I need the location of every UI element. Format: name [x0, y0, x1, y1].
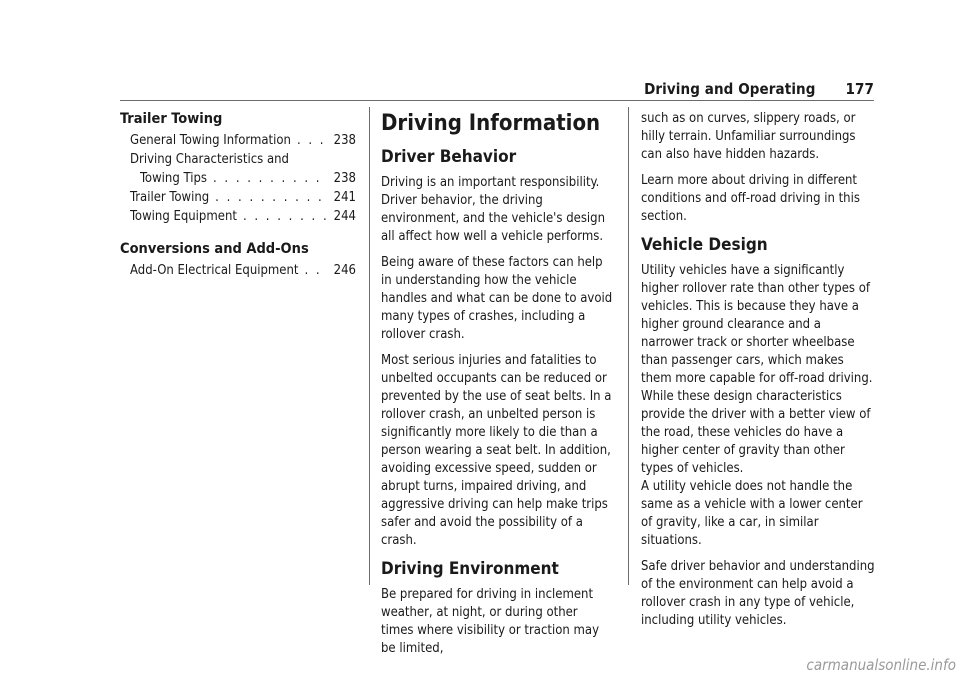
toc-leader-dots [297, 131, 328, 150]
toc-leader-dots [215, 188, 328, 207]
paragraph: A utility vehicle does not handle the same as a vehicle with a lower center of gravity, like a car, in similar situations. [641, 479, 863, 548]
watermark: carmanualsonline.info [806, 656, 956, 674]
section-title: Driving Information [381, 111, 601, 136]
toc-entry-page: 241 [333, 190, 356, 205]
toc-entry-page: 246 [333, 263, 356, 278]
toc-entry-label: Add-On Electrical Equipment [130, 263, 299, 278]
toc-heading-trailer-towing: Trailer Towing [120, 111, 223, 127]
toc-column [120, 110, 356, 280]
toc-entry-driving-characteristics[interactable]: Driving Characteristics and [130, 152, 289, 167]
toc-leader-dots [305, 261, 328, 280]
heading-driving-environment: Driving Environment [381, 559, 559, 579]
toc-entry-label: Towing Tips [140, 171, 207, 186]
paragraph-continued: such as on curves, slippery roads, or hilly terrain. Unfamiliar surroundings can also have hidden hazards. [641, 111, 856, 162]
paragraph: Driving is an important responsibility. Driver behavior, the driving environment, and the vehicle's design all affect how well a vehicle performs. [381, 175, 606, 244]
column-divider-1 [369, 107, 370, 585]
header-section-title: Driving and Operating [644, 80, 816, 98]
page-header [644, 80, 874, 98]
toc-leader-dots [213, 169, 328, 188]
main-column-right [641, 110, 875, 638]
paragraph: Being aware of these factors can help in understanding how the vehicle handles and what can be done to avoid many types of crashes, including a rollover crash. [381, 255, 613, 342]
paragraph: Learn more about driving in different conditions and off-road driving in this section. [641, 173, 860, 224]
toc-entry-general-towing[interactable] [120, 131, 356, 150]
heading-driver-behavior: Driver Behavior [381, 147, 517, 167]
toc-entry-towing-equipment[interactable] [120, 207, 356, 226]
toc-entry-add-on-electrical[interactable] [120, 261, 356, 280]
column-divider-2 [628, 107, 629, 585]
toc-entry-label: Trailer Towing [130, 190, 210, 205]
toc-entry-label: General Towing Information [130, 133, 291, 148]
main-column-left [381, 110, 613, 666]
toc-entry-page: 238 [333, 171, 356, 186]
paragraph: Utility vehicles have a significantly higher rollover rate than other types of vehicles. This is because they have a higher ground clearance and a narrower track or shorter wheelbase than passenger cars, which makes them more capable for off-road driving. While these design characteristics provide the driver with a better view of the road, these vehicles do have a higher center of gravity than other types of vehicles. [641, 263, 873, 476]
paragraph: Most serious injuries and fatalities to unbelted occupants can be reduced or prevented by the use of seat belts. In a rollover crash, an unbelted person is significantly more likely to die than a person wearing a seat belt. In addition, avoiding excessive speed, sudden or abrupt turns, impaired driving, and aggressive driving can help make trips safer and avoid the possibility of a crash. [381, 353, 612, 548]
page-number: 177 [845, 80, 874, 98]
toc-heading-conversions: Conversions and Add-Ons [120, 241, 309, 257]
toc-entry-label: Towing Equipment [130, 209, 237, 224]
toc-entry-towing-tips[interactable] [120, 169, 356, 188]
paragraph: Be prepared for driving in inclement weather, at night, or during other times where visibility or traction may be limited, [381, 587, 599, 656]
toc-entry-page: 238 [333, 133, 356, 148]
toc-entry-trailer-towing[interactable] [120, 188, 356, 207]
toc-entry-page: 244 [333, 209, 356, 224]
heading-vehicle-design: Vehicle Design [641, 235, 768, 255]
paragraph: Safe driver behavior and understanding of the environment can help avoid a rollover crash in any type of vehicle, including utility vehicles. [641, 559, 875, 628]
header-rule [120, 100, 874, 101]
toc-leader-dots [243, 207, 328, 226]
